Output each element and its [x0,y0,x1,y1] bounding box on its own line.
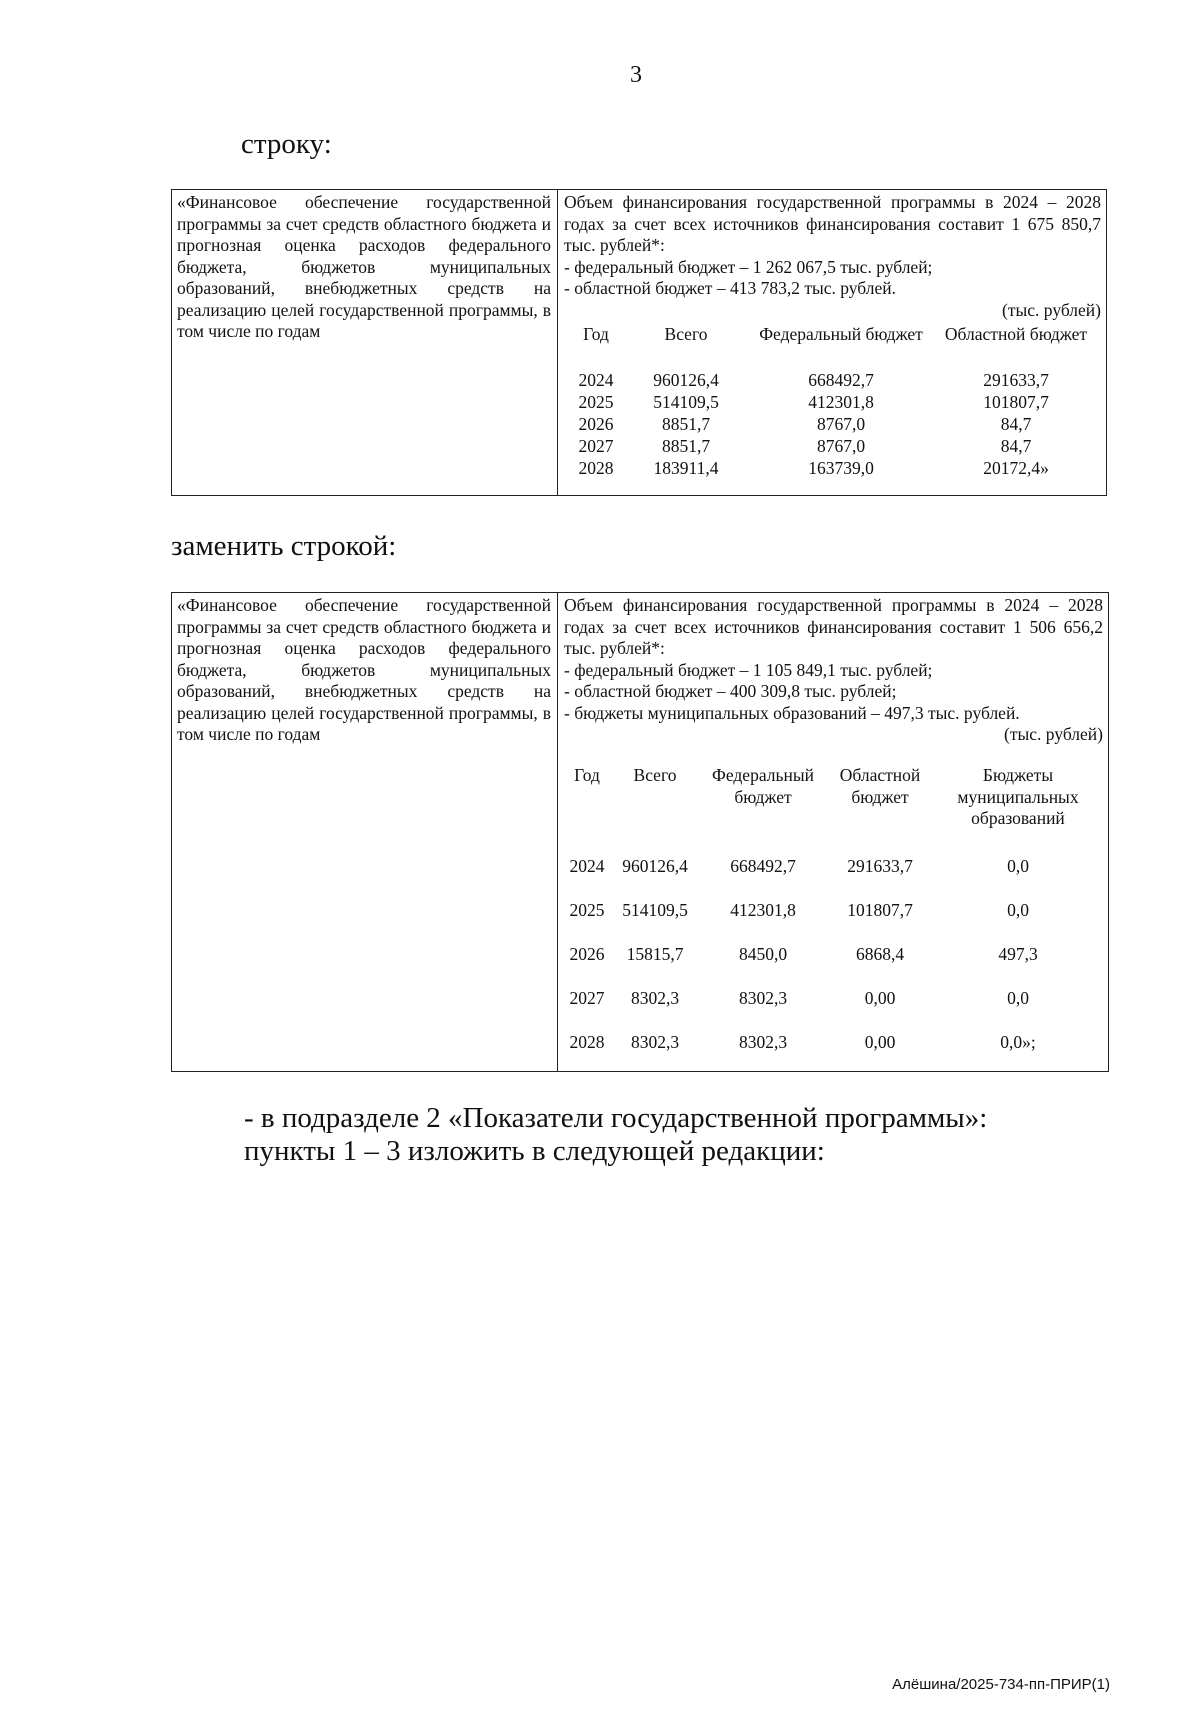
column-divider [557,593,558,1071]
cell-federal: 8767,0 [816,414,866,434]
cell-year: 2028 [578,458,614,478]
cell-municipal: 0,0 [1007,900,1029,921]
cell-total: 514109,5 [653,392,719,412]
table-row [566,436,1096,458]
new-funding-table [564,765,1102,1065]
new-row-left-cell: «Финансовое обеспечение государственной программы за счет средств областного бюджета и прогнозная оценка расходов федерального бюджета, бюджетов муниципальных образований, внебюджетных средств на реализацию целей государственной программы, в том числе по годам [177,595,551,744]
page-number: 3 [630,62,642,88]
cell-regional: 0,00 [864,988,896,1009]
old-units: (тыс. рублей) [1002,299,1101,320]
table-row [566,458,1096,480]
section-line-2: пункты 1 – 3 изложить в следующей редакции: [244,1135,825,1167]
cell-year: 2025 [569,900,605,921]
table-row [564,977,1102,1021]
table-row [564,933,1102,977]
label-replace-with: заменить строкой: [171,530,397,562]
old-row-right-cell [564,192,1101,321]
cell-federal: 8302,3 [738,1032,788,1053]
table-row [564,1021,1102,1065]
cell-total: 183911,4 [653,458,719,478]
cell-regional: 291633,7 [983,370,1049,390]
table-row [566,370,1096,392]
table-row [564,889,1102,933]
cell-municipal: 0,0 [1007,988,1029,1009]
new-row-table [171,592,1109,1072]
old-bullet-regional: - областной бюджет – 413 783,2 тыс. рублей. [564,278,897,298]
old-funding-table [566,324,1096,480]
cell-federal: 412301,8 [808,392,874,412]
new-bullet-regional: - областной бюджет – 400 309,8 тыс. рублей; [564,681,897,701]
cell-total: 960126,4 [653,370,719,390]
cell-total: 8302,3 [630,988,680,1009]
cell-year: 2024 [578,370,614,390]
cell-year: 2027 [569,988,605,1009]
cell-municipal: 0,0»; [1000,1032,1036,1053]
cell-regional: 84,7 [1000,414,1032,434]
old-row-table [171,189,1107,496]
cell-year: 2026 [578,414,614,434]
cell-regional: 101807,7 [983,392,1049,412]
new-bullet-municipal: - бюджеты муниципальных образований – 497,3 тыс. рублей. [564,702,1020,723]
cell-federal: 668492,7 [808,370,874,390]
footer-reference: Алёшина/2025-734-пп-ПРИР(1) [892,1676,1110,1693]
new-units: (тыс. рублей) [1004,724,1103,744]
cell-total: 8302,3 [630,1032,680,1053]
header-year: Год [574,765,600,785]
table-header-row [566,324,1096,370]
cell-federal: 8302,3 [738,988,788,1009]
table-row [566,392,1096,414]
cell-regional: 6868,4 [855,944,905,965]
cell-year: 2026 [569,944,605,965]
table-header-row [564,765,1102,845]
cell-federal: 668492,7 [730,856,796,877]
cell-federal: 412301,8 [730,900,796,921]
cell-federal: 8450,0 [738,944,788,965]
cell-regional: 101807,7 [847,900,913,921]
cell-total: 8851,7 [661,436,711,456]
table-row [566,414,1096,436]
header-year: Год [583,324,609,344]
cell-total: 15815,7 [626,944,684,965]
cell-municipal: 0,0 [1007,856,1029,877]
new-bullet-federal: - федеральный бюджет – 1 105 849,1 тыс. рублей; [564,659,933,680]
new-row-right-cell [564,595,1103,746]
header-federal: Федеральный бюджет [712,765,814,807]
header-municipal: Бюджеты муниципальных образований [957,765,1079,828]
header-regional: Областной бюджет [839,765,921,807]
cell-total: 8851,7 [661,414,711,434]
cell-municipal: 497,3 [998,944,1038,965]
old-bullet-federal: - федеральный бюджет – 1 262 067,5 тыс. рублей; [564,256,933,277]
cell-federal: 8767,0 [816,436,866,456]
cell-federal: 163739,0 [808,458,874,478]
cell-regional: 84,7 [1000,436,1032,456]
old-intro: Объем финансирования государственной программы в 2024 – 2028 годах за счет всех источников финансирования составит 1 675 850,7 тыс. рублей*: [564,192,1101,255]
section-heading [244,1102,987,1168]
new-intro: Объем финансирования государственной программы в 2024 – 2028 годах за счет всех источников финансирования составит 1 506 656,2 тыс. рублей*: [564,595,1103,658]
cell-regional: 20172,4» [983,458,1049,478]
cell-regional: 0,00 [864,1032,896,1053]
cell-total: 514109,5 [622,900,688,921]
cell-regional: 291633,7 [847,856,913,877]
header-regional: Областной бюджет [944,324,1088,344]
cell-year: 2024 [569,856,605,877]
table-row [564,845,1102,889]
section-line-1: - в подразделе 2 «Показатели государственной программы»: [244,1102,988,1134]
header-total: Всего [633,765,677,785]
old-row-left-cell: «Финансовое обеспечение государственной программы за счет средств областного бюджета и прогнозная оценка расходов федерального бюджета, бюджетов муниципальных образований, внебюджетных средств на реализацию целей государственной программы, в том числе по годам [177,192,551,341]
header-federal: Федеральный бюджет [759,324,923,344]
column-divider [557,190,558,495]
label-replace: строку: [241,128,332,160]
cell-year: 2028 [569,1032,605,1053]
cell-year: 2027 [578,436,614,456]
cell-year: 2025 [578,392,614,412]
header-total: Всего [664,324,708,344]
cell-total: 960126,4 [622,856,688,877]
